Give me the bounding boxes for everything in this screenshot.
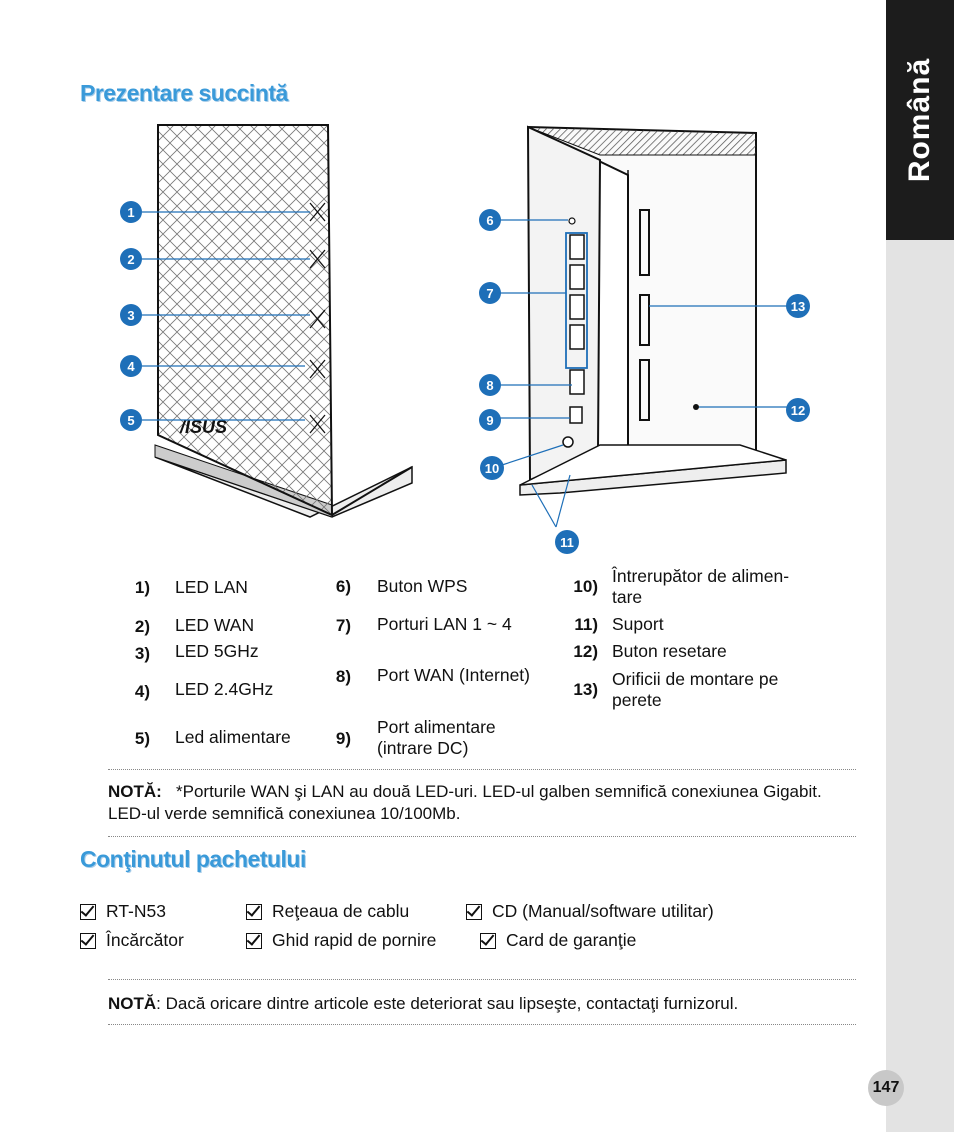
section-title-package: Conţinutul pachetului (80, 846, 306, 872)
legend-num-10: 10) (573, 577, 598, 596)
router-front-view (142, 125, 412, 517)
router-rear-view (500, 127, 788, 527)
legend-num-11: 11) (574, 615, 598, 634)
svg-text:1: 1 (127, 205, 135, 220)
callout-10 (480, 456, 504, 480)
svg-text:5: 5 (127, 413, 135, 428)
legend-label-13: Orificii de montare pe perete (612, 669, 779, 710)
legend-label-8: Port WAN (Internet) (377, 665, 530, 685)
callout-11 (555, 530, 579, 554)
note-text: *Porturile WAN şi LAN au două LED-uri. LED-ul galben semnifică conexiunea Gigabit. LED-ul verde semnifică conexiunea 10/100Mb. (108, 782, 822, 823)
callout-3 (120, 304, 142, 326)
checkbox-checked-icon (246, 904, 262, 920)
legend-num-12: 12) (573, 642, 598, 661)
legend-num-4: 4) (134, 682, 150, 701)
legend-label-1: LED LAN (175, 577, 248, 597)
legend-num-8: 8) (335, 667, 351, 686)
package-item: Card de garanţie (480, 930, 636, 951)
svg-text:10: 10 (484, 461, 500, 476)
svg-text:11: 11 (560, 535, 574, 550)
legend-label-2: LED WAN (175, 615, 255, 635)
svg-text:13: 13 (790, 299, 806, 314)
divider (108, 1024, 856, 1025)
note-label: NOTĂ: (108, 782, 162, 801)
package-item: Încărcător (80, 930, 184, 951)
package-item: Ghid rapid de pornire (246, 930, 436, 951)
legend-num-1: 1) (134, 578, 150, 597)
svg-text:4: 4 (127, 359, 135, 374)
legend-label-3: LED 5GHz (175, 641, 259, 661)
callout-8 (479, 374, 501, 396)
legend-label-6: Buton WPS (377, 576, 468, 596)
legend-label-4: LED 2.4GHz (175, 679, 274, 699)
asus-logo: /ISUS (180, 417, 228, 437)
note-text: : Dacă oricare dintre articole este deteriorat sau lipseşte, contactaţi furnizorul. (156, 994, 739, 1013)
callout-7 (479, 282, 501, 304)
legend-label-10: Întrerupător de alimen- tare (612, 566, 790, 607)
divider (108, 769, 856, 770)
checkbox-checked-icon (80, 904, 96, 920)
legend-num-3: 3) (134, 644, 150, 663)
svg-text:12: 12 (790, 403, 806, 418)
language-label: Română (903, 57, 936, 183)
callout-6 (479, 209, 501, 231)
note-label: NOTĂ (108, 994, 157, 1013)
legend-num-13: 13) (573, 680, 598, 699)
section-title-overview: Prezentare succintă (80, 80, 288, 106)
callout-12 (786, 398, 810, 422)
legend-num-7: 7) (335, 616, 351, 635)
svg-text:9: 9 (486, 413, 494, 428)
legend-num-9: 9) (335, 729, 351, 748)
legend-num-5: 5) (134, 729, 150, 748)
checkbox-checked-icon (246, 933, 262, 949)
callout-2 (120, 248, 142, 270)
checkbox-checked-icon (80, 933, 96, 949)
callout-5 (120, 409, 142, 431)
svg-text:6: 6 (486, 213, 494, 228)
legend-label-12: Buton resetare (612, 641, 727, 661)
callout-13 (786, 294, 810, 318)
legend-label-5: Led alimentare (175, 727, 291, 747)
legend-label-7: Porturi LAN 1 ~ 4 (377, 614, 512, 634)
legend-num-6: 6) (335, 577, 351, 596)
package-item: Reţeaua de cablu (246, 901, 409, 922)
router-illustration (100, 115, 840, 565)
legend-label-9: Port alimentare (intrare DC) (377, 717, 496, 758)
svg-text:8: 8 (486, 378, 494, 393)
package-item: RT-N53 (80, 901, 166, 922)
divider (108, 836, 856, 837)
divider (108, 979, 856, 980)
legend-label-11: Suport (612, 614, 664, 634)
checkbox-checked-icon (466, 904, 482, 920)
callout-4 (120, 355, 142, 377)
callout-9 (479, 409, 501, 431)
callout-1 (120, 201, 142, 223)
svg-text:7: 7 (486, 286, 494, 301)
package-item: CD (Manual/software utilitar) (466, 901, 714, 922)
svg-text:3: 3 (127, 308, 135, 323)
note-damaged-items (108, 993, 856, 1015)
page-number: 147 (868, 1070, 904, 1106)
legend-num-2: 2) (134, 617, 150, 636)
note-ports (108, 781, 856, 825)
svg-text:2: 2 (127, 252, 135, 267)
checkbox-checked-icon (480, 933, 496, 949)
